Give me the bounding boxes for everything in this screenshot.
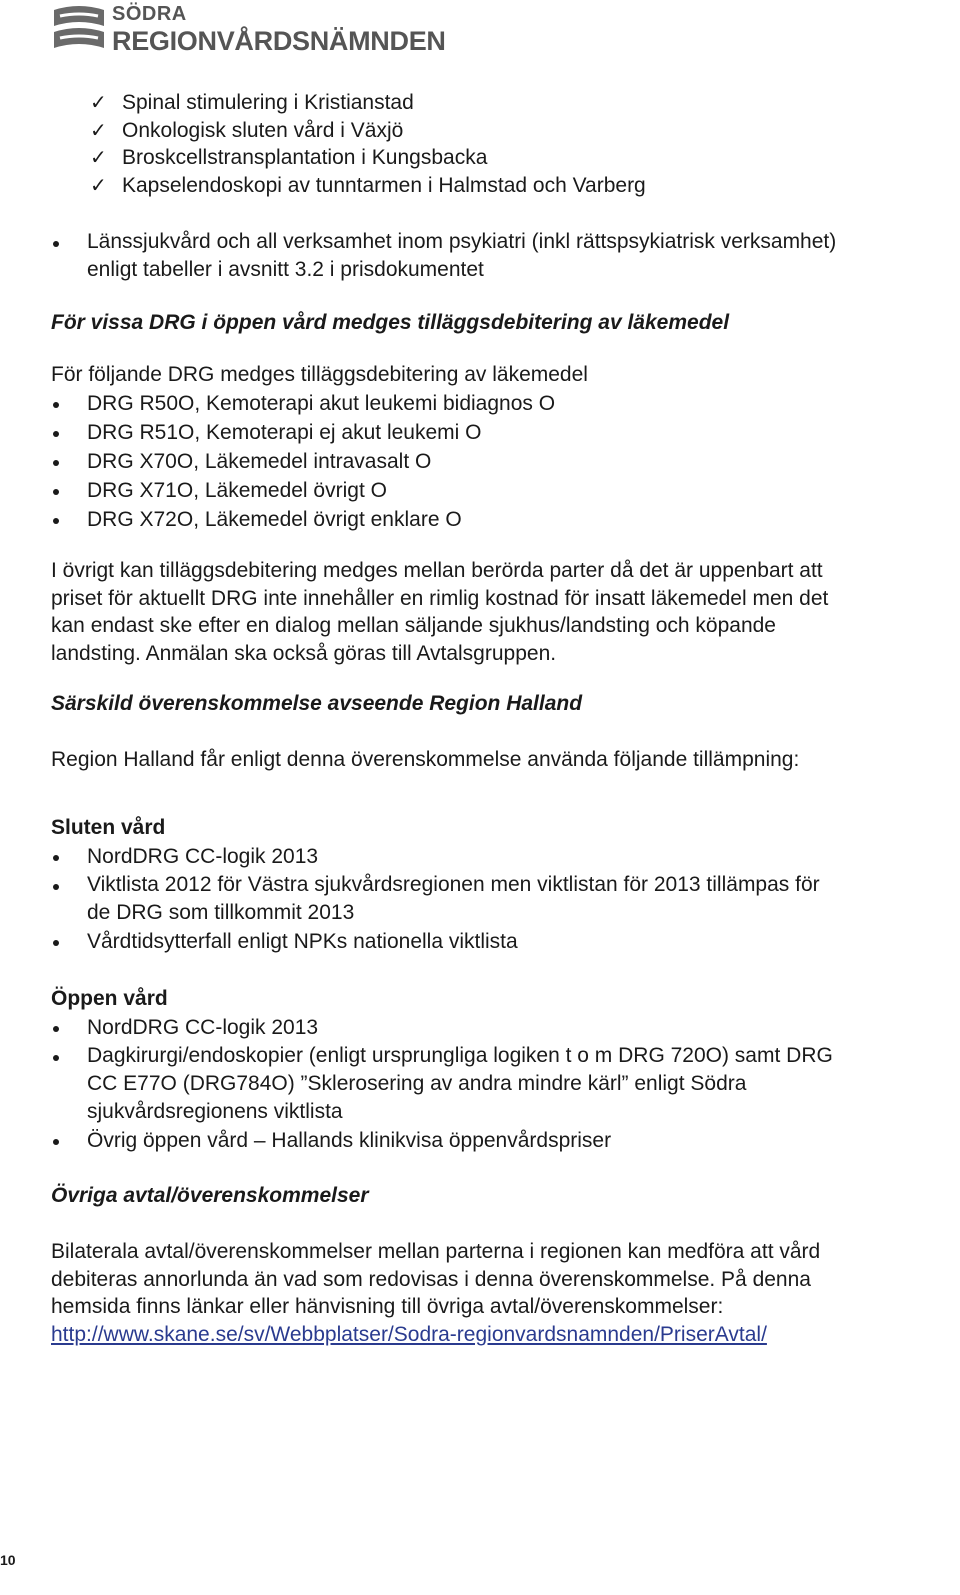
- priser-avtal-link[interactable]: http://www.skane.se/sv/Webbplatser/Sodra-regionvardsnamnden/PriserAvtal/: [51, 1322, 767, 1346]
- bullet-icon: [53, 940, 59, 946]
- list-item: Vårdtidsytterfall enligt NPKs nationella viktlista: [51, 927, 942, 956]
- list-item: NordDRG CC-logik 2013: [51, 842, 942, 871]
- check-list: [90, 89, 646, 199]
- logo-line2: REGIONVÅRDSNÄMNDEN: [112, 26, 446, 56]
- bullet-icon: [53, 431, 59, 437]
- checkmark-icon: ✓: [90, 145, 107, 169]
- section-heading-halland: Särskild överenskommelse avseende Region Halland: [51, 692, 583, 715]
- checkmark-icon: ✓: [90, 117, 107, 142]
- check-item: ✓ Spinal stimulering i Kristianstad: [90, 89, 646, 117]
- section-heading-other: Övriga avtal/överenskommelser: [51, 1184, 369, 1207]
- bullet-icon: [53, 460, 59, 466]
- list-item: DRG R50O, Kemoterapi akut leukemi bidiagnos O: [51, 389, 942, 418]
- list-item: NordDRG CC-logik 2013: [51, 1013, 942, 1042]
- check-item: ✓ Broskcellstransplantation i Kungsbacka: [90, 144, 646, 172]
- list-item: DRG X71O, Läkemedel övrigt O: [51, 476, 942, 505]
- checkmark-icon: ✓: [90, 172, 107, 197]
- sluten-vard-section: [51, 813, 942, 956]
- list-item: DRG X70O, Läkemedel intravasalt O: [51, 447, 942, 476]
- check-item: ✓ Onkologisk sluten vård i Växjö: [90, 117, 646, 145]
- other-paragraph: Bilaterala avtal/överenskommelser mellan parterna i regionen kan medföra att vård debiteras annorlunda än vad som redovisas i denna överenskommelse. På denna hemsida finns länkar eller hänvisning till övriga avtal/överenskommelser: http://www.skane.se/sv/Webbplatser/Sodra-regionvardsnamnden/PriserAvtal/: [51, 1240, 821, 1346]
- bullet-icon: [53, 855, 59, 861]
- check-item: ✓ Kapselendoskopi av tunntarmen i Halmstad och Varberg: [90, 172, 646, 200]
- list-item: DRG X72O, Läkemedel övrigt enklare O: [51, 505, 942, 534]
- drg-paragraph: I övrigt kan tilläggsdebitering medges mellan berörda parter då det är uppenbart att priset för aktuellt DRG inte innehåller en rimlig kostnad för insatt läkemedel men det kan endast ske efter en dialog mellan säljande sjukhus/landsting och köpande landsting. Anmälan ska också göras till Avtalsgruppen.: [51, 559, 829, 665]
- bullet-icon: [53, 1026, 59, 1032]
- bullet-icon: [53, 489, 59, 495]
- subheading-sluten-vard: Sluten vård: [51, 816, 166, 839]
- list-item: DRG R51O, Kemoterapi ej akut leukemi O: [51, 418, 942, 447]
- bullet-icon: [53, 1139, 59, 1145]
- bullet-icon: [53, 1055, 59, 1061]
- bullet-icon: [53, 402, 59, 408]
- drg-intro: För följande DRG medges tilläggsdebitering av läkemedel: [51, 363, 588, 386]
- bullet-icon: [53, 241, 59, 247]
- bullet-icon: [53, 518, 59, 524]
- section-heading-drg: För vissa DRG i öppen vård medges tilläggsdebitering av läkemedel: [51, 311, 730, 334]
- list-item: Övrig öppen vård – Hallands klinikvisa öppenvårdspriser: [51, 1126, 942, 1155]
- subheading-oppen-vard: Öppen vård: [51, 987, 168, 1010]
- logo-line1: SÖDRA: [112, 3, 187, 25]
- checkmark-icon: ✓: [90, 90, 107, 114]
- drg-list: [51, 360, 942, 534]
- logo: [50, 0, 470, 58]
- bullet-icon: [53, 884, 59, 890]
- list-item: Dagkirurgi/endoskopier (enligt ursprungliga logiken t o m DRG 720O) samt DRG CC E77O (DRG784O) ”Sklerosering av andra mindre kärl” enligt Södra sjukvårdsregionens viktlista: [51, 1042, 942, 1126]
- list-item: Viktlista 2012 för Västra sjukvårdsregionen men viktlistan för 2013 tillämpas för de DRG som tillkommit 2013: [51, 871, 942, 927]
- page-number: 10: [0, 1552, 16, 1568]
- bullet-lanssjukvard: Länssjukvård och all verksamhet inom psykiatri (inkl rättspsykiatrisk verksamhet) enligt tabeller i avsnitt 3.2 i prisdokumentet: [51, 228, 942, 284]
- logo-mark-icon: [50, 4, 108, 54]
- halland-intro: Region Halland får enligt denna överenskommelse använda följande tillämpning:: [51, 748, 800, 771]
- oppen-vard-section: [51, 984, 942, 1155]
